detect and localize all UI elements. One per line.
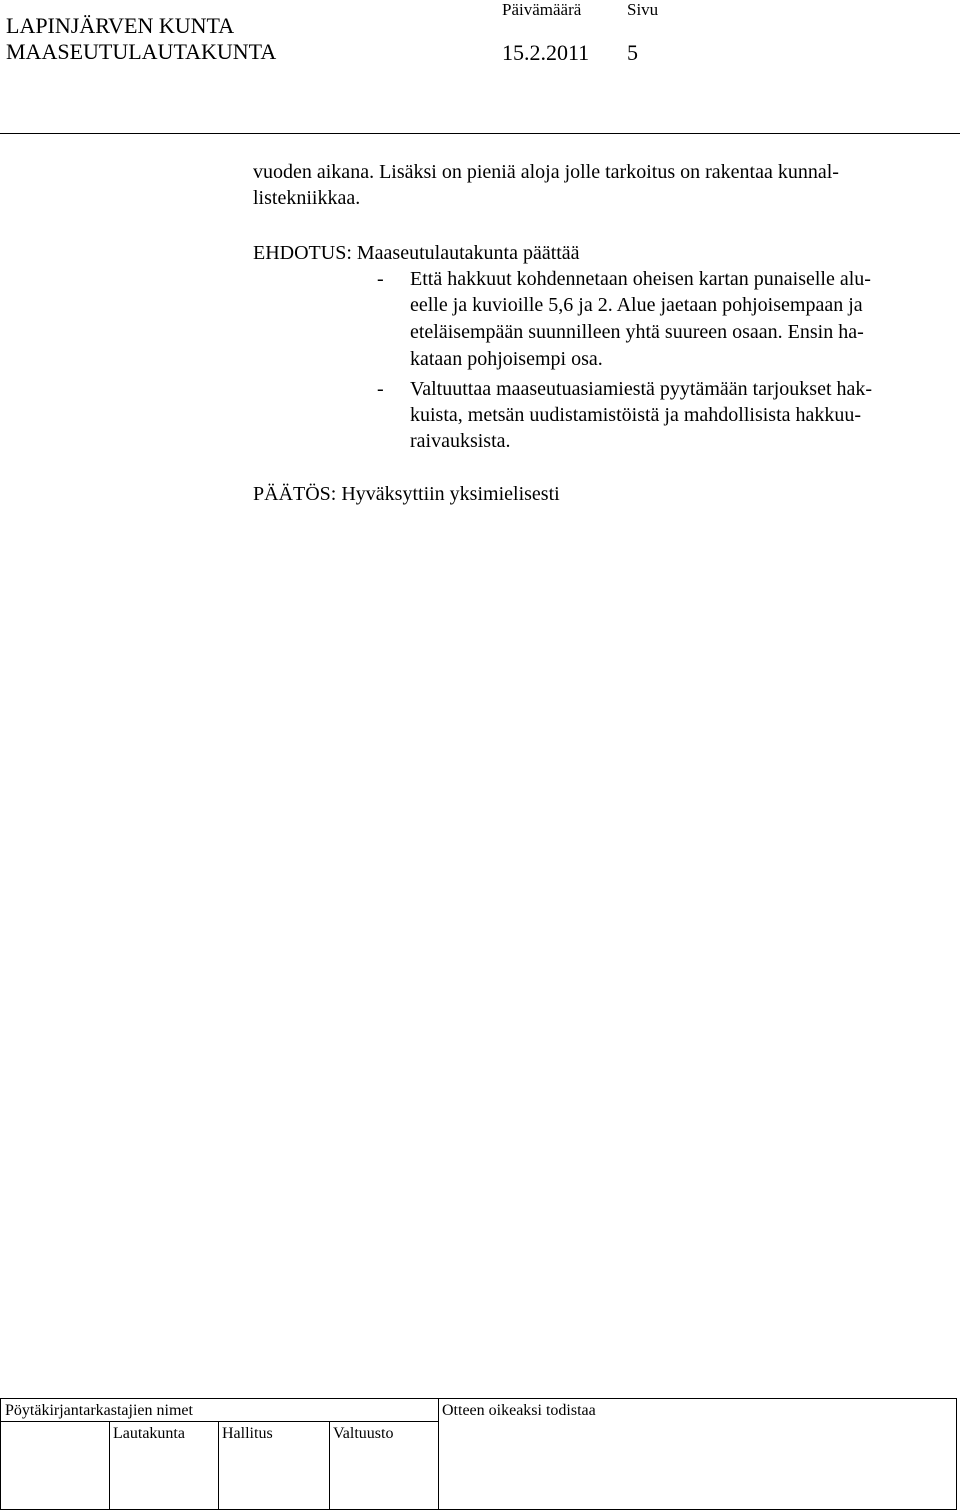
intro-text-line: vuoden aikana. Lisäksi on pieniä aloja jolle tarkoitus on rakentaa kunnal- — [253, 161, 839, 183]
decision-text: PÄÄTÖS: Hyväksyttiin yksimielisesti — [253, 483, 560, 505]
table-divider — [1, 1421, 438, 1422]
list-bullet: - — [377, 268, 384, 290]
table-divider — [438, 1399, 439, 1509]
list-item-line: eelle ja kuvioille 5,6 ja 2. Alue jaetaan pohjoisempaan ja — [410, 294, 863, 316]
organization-name: LAPINJÄRVEN KUNTA — [6, 13, 235, 38]
date-label: Päivämäärä — [502, 0, 582, 19]
table-divider — [329, 1421, 330, 1509]
page-label: Sivu — [627, 0, 659, 19]
board-column-label: Lautakunta — [113, 1425, 185, 1442]
page-number: 5 — [627, 40, 638, 65]
list-item-line: eteläisempään suunnilleen yhtä suureen osaan. Ensin ha- — [410, 321, 864, 343]
board-name: MAASEUTULAUTAKUNTA — [6, 39, 277, 64]
list-item-line: Valtuuttaa maaseutuasiamiestä pyytämään tarjoukset hak- — [410, 378, 873, 400]
proposal-heading: EHDOTUS: Maaseutulautakunta päättää — [253, 242, 580, 264]
date-value: 15.2.2011 — [502, 40, 590, 65]
list-bullet: - — [377, 378, 384, 400]
list-item-line: kataan pohjoisempi osa. — [410, 348, 603, 370]
list-item-line: kuista, metsän uudistamistöistä ja mahdollisista hakkuu- — [410, 404, 862, 426]
list-item-line: Että hakkuut kohdennetaan oheisen kartan punaiselle alu- — [410, 268, 871, 290]
checkers-label: Pöytäkirjantarkastajien nimet — [5, 1402, 193, 1419]
table-divider — [218, 1421, 219, 1509]
header-divider — [0, 133, 960, 134]
government-column-label: Hallitus — [222, 1425, 273, 1442]
signature-table — [0, 1398, 957, 1510]
list-item-line: raivauksista. — [410, 430, 511, 452]
table-divider — [109, 1421, 110, 1509]
council-column-label: Valtuusto — [333, 1425, 394, 1442]
intro-text-line: listekniikkaa. — [253, 187, 361, 209]
certified-label: Otteen oikeaksi todistaa — [442, 1402, 596, 1419]
